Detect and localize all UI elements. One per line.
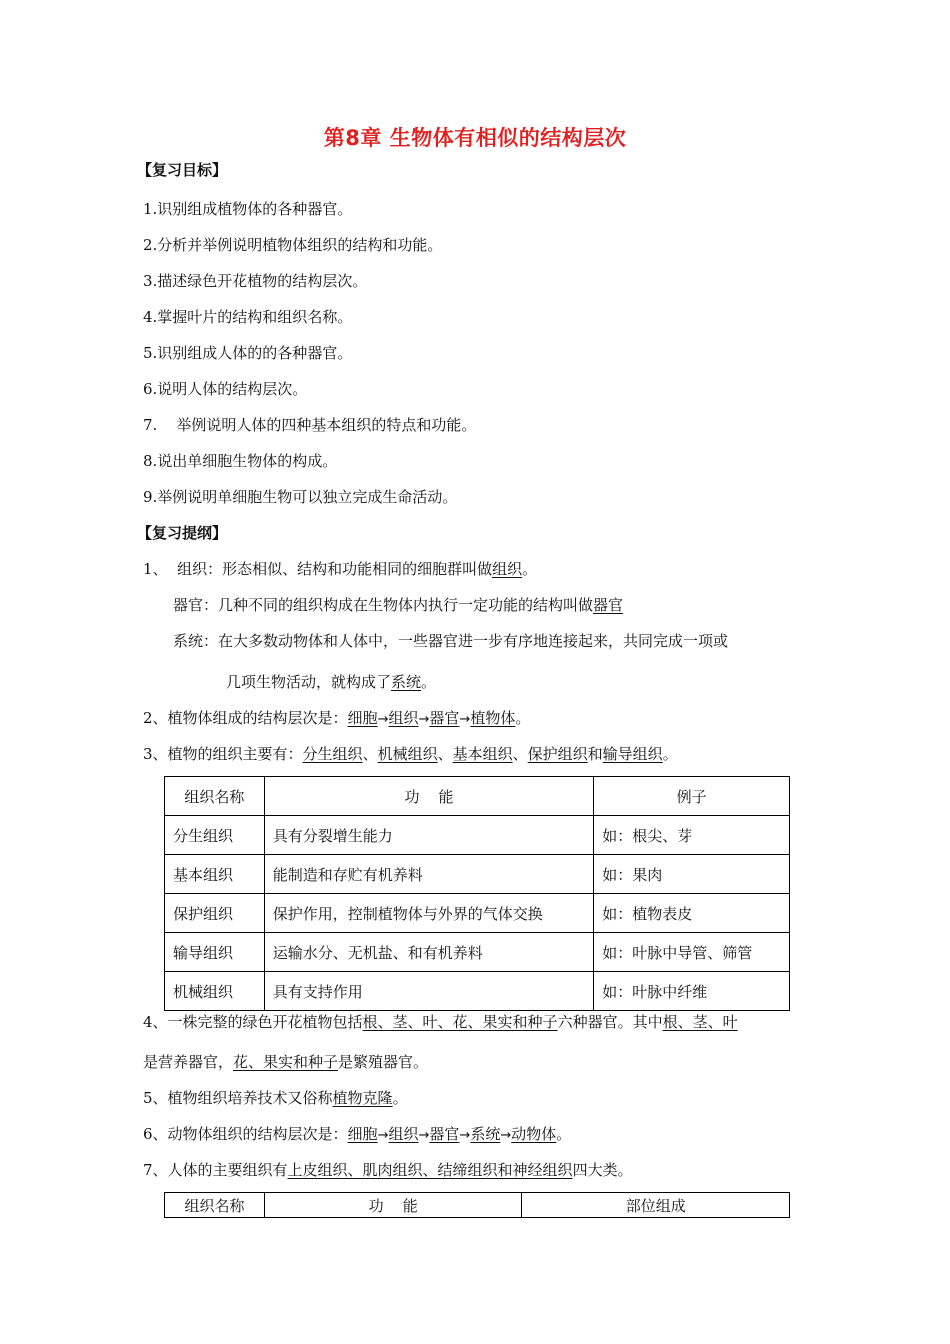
objective-item: 2.分析并举例说明植物体组织的结构和功能。 (143, 236, 443, 254)
table-row (165, 933, 790, 972)
text: 。 (556, 1125, 572, 1143)
table-cell: 能制造和存贮有机养料 (264, 855, 594, 894)
outline-item-system-cont (226, 672, 436, 692)
outline-item-organ (173, 595, 623, 615)
arrow-icon: → (377, 1128, 389, 1143)
term: 分生组织 (302, 745, 363, 763)
table-cell: 机械组织 (165, 972, 265, 1011)
table-row (165, 816, 790, 855)
table-header-cell: 功 能 (264, 777, 594, 816)
table-cell: 如：叶脉中导管、筛管 (594, 933, 790, 972)
objective-item: 9.举例说明单细胞生物可以独立完成生命活动。 (143, 488, 458, 506)
term: 细胞 (347, 709, 378, 727)
term: 组织 (492, 560, 523, 578)
outline-item-2 (143, 708, 530, 730)
outline-item-6 (143, 1124, 571, 1146)
table-cell: 运输水分、无机盐、和有机养料 (264, 933, 594, 972)
objective-item: 7. 举例说明人体的四种基本组织的特点和功能。 (143, 416, 477, 434)
text: 3、植物的组织主要有： (143, 745, 303, 763)
text: 2、植物体组成的结构层次是： (143, 709, 348, 727)
table-cell: 如：植物表皮 (594, 894, 790, 933)
objectives-heading: 【复习目标】 (137, 161, 228, 179)
text: 器官：几种不同的组织构成在生物体内执行一定功能的结构叫做 (173, 596, 594, 614)
arrow-icon: → (418, 712, 430, 727)
text: 。 (515, 709, 531, 727)
text: 7、人体的主要组织有 (143, 1161, 288, 1179)
table-row (165, 855, 790, 894)
table-cell: 如：根尖、芽 (594, 816, 790, 855)
arrow-icon: → (500, 1128, 512, 1143)
outline-item-7 (143, 1160, 633, 1180)
objective-item: 6.说明人体的结构层次。 (143, 380, 308, 398)
term: 细胞 (347, 1125, 378, 1143)
table-row (165, 972, 790, 1011)
text: 4、一株完整的绿色开花植物包括 (143, 1013, 363, 1031)
text: 5、植物组织培养技术又俗称 (143, 1089, 333, 1107)
text: 六种器官。其中 (557, 1013, 663, 1031)
human-tissue-table (164, 1192, 790, 1218)
outline-item-4-cont (143, 1052, 428, 1072)
text: 。 (392, 1089, 408, 1107)
term: 机械组织 (377, 745, 438, 763)
text: 。 (421, 673, 437, 691)
term: 植物克隆 (332, 1089, 393, 1107)
table-header-cell: 部位组成 (522, 1193, 790, 1218)
term: 花、果实和种子 (233, 1053, 339, 1071)
term: 根、茎、叶、花、果实和种子 (362, 1013, 558, 1031)
arrow-icon: → (418, 1128, 430, 1143)
page-title: 第8章 生物体有相似的结构层次 (323, 126, 627, 150)
text: 、 (437, 745, 453, 763)
text: 。 (522, 560, 538, 578)
term: 系统 (470, 1125, 501, 1143)
table-header-cell: 组织名称 (165, 1193, 265, 1218)
objective-item: 8.说出单细胞生物体的构成。 (143, 452, 338, 470)
term: 保护组织 (527, 745, 588, 763)
arrow-icon: → (377, 712, 389, 727)
term: 基本组织 (452, 745, 513, 763)
outline-item-system: 系统：在大多数动物体和人体中，一些器官进一步有序地连接起来，共同完成一项或 (173, 632, 729, 650)
table-cell: 分生组织 (165, 816, 265, 855)
text: 、 (512, 745, 528, 763)
term: 器官 (429, 1125, 460, 1143)
table-header-row (165, 1193, 790, 1218)
outline-item-4 (143, 1012, 738, 1032)
table-cell: 具有支持作用 (264, 972, 594, 1011)
term: 植物体 (470, 709, 516, 727)
objective-item: 3.描述绿色开花植物的结构层次。 (143, 272, 368, 290)
table-cell: 具有分裂增生能力 (264, 816, 594, 855)
text: 6、动物体组织的结构层次是： (143, 1125, 348, 1143)
outline-heading: 【复习提纲】 (137, 524, 228, 542)
term: 动物体 (511, 1125, 557, 1143)
table-header-cell: 组织名称 (165, 777, 265, 816)
table-cell: 如：果肉 (594, 855, 790, 894)
table-cell: 如：叶脉中纤维 (594, 972, 790, 1011)
objective-item: 1.识别组成植物体的各种器官。 (143, 200, 353, 218)
term: 组织 (388, 709, 419, 727)
table-cell: 保护组织 (165, 894, 265, 933)
term: 器官 (593, 596, 624, 614)
table-header-row (165, 777, 790, 816)
table-header-cell: 例子 (594, 777, 790, 816)
text: 1、 组织：形态相似、结构和功能相同的细胞群叫做 (143, 560, 493, 578)
outline-item-1 (143, 559, 537, 579)
text: 几项生物活动，就构成了 (226, 673, 392, 691)
term: 输导组织 (602, 745, 663, 763)
arrow-icon: → (459, 1128, 471, 1143)
plant-tissue-table (164, 776, 790, 1011)
text: 、 (362, 745, 378, 763)
text: 是繁殖器官。 (338, 1053, 429, 1071)
table-cell: 保护作用，控制植物体与外界的气体交换 (264, 894, 594, 933)
objective-item: 4.掌握叶片的结构和组织名称。 (143, 308, 353, 326)
outline-item-3 (143, 744, 678, 764)
table-cell: 基本组织 (165, 855, 265, 894)
objective-item: 5.识别组成人体的的各种器官。 (143, 344, 353, 362)
term: 系统 (391, 673, 422, 691)
outline-item-5 (143, 1088, 408, 1108)
arrow-icon: → (459, 712, 471, 727)
text: 四大类。 (572, 1161, 633, 1179)
table-header-cell: 功 能 (264, 1193, 522, 1218)
text: 是营养器官， (143, 1053, 234, 1071)
term: 组织 (388, 1125, 419, 1143)
text: 和 (587, 745, 603, 763)
term: 器官 (429, 709, 460, 727)
text: 。 (662, 745, 678, 763)
term: 根、茎、叶 (662, 1013, 738, 1031)
table-row (165, 894, 790, 933)
table-cell: 输导组织 (165, 933, 265, 972)
term: 上皮组织、肌肉组织、结缔组织和神经组织 (287, 1161, 573, 1179)
